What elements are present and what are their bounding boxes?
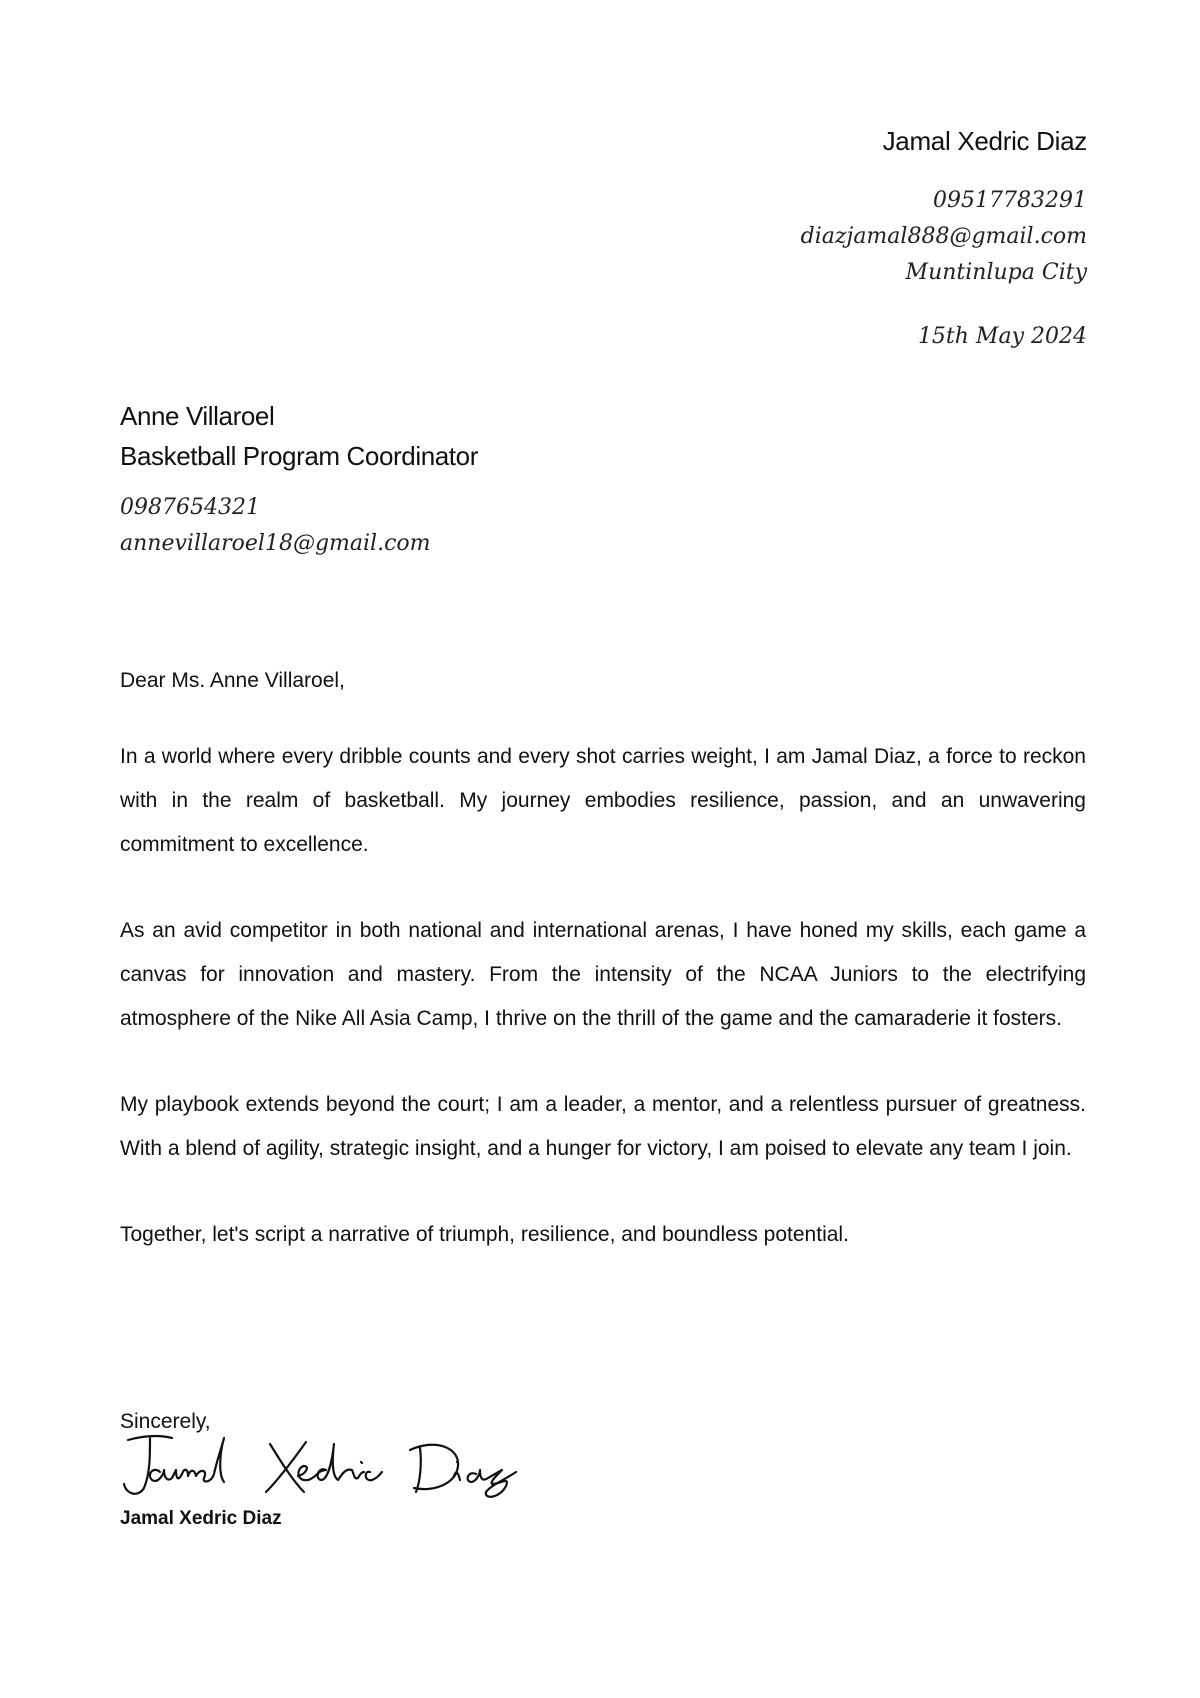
signed-name: Jamal Xedric Diaz: [120, 1508, 282, 1529]
paragraph-intro: In a world where every dribble counts and every shot carries weight, I am Jamal Diaz, a force to reckon with in the realm of basketball. My journey embodies resilience, passion, and an unwavering commitment to excellence.: [120, 745, 1086, 856]
sender-name: Jamal Xedric Diaz: [882, 126, 1087, 156]
sender-city: Muntinlupa City: [905, 260, 1087, 285]
salutation: Dear Ms. Anne Villaroel,: [120, 669, 345, 692]
sender-block: [801, 126, 1087, 355]
closing-block: [120, 1410, 560, 1530]
letter-date: 15th May 2024: [917, 324, 1087, 349]
recipient-email: annevillaroel18@gmail.com: [120, 531, 431, 556]
signature-image: [120, 1426, 560, 1504]
recipient-title: Basketball Program Coordinator: [120, 441, 478, 471]
paragraph-closing-line: Together, let's script a narrative of triumph, resilience, and boundless potential.: [120, 1223, 849, 1246]
recipient-block: [120, 396, 478, 562]
paragraph-experience: As an avid competitor in both national and international arenas, I have honed my skills, each game a canvas for innovation and mastery. From the intensity of the NCAA Juniors to the electrifying atmosphere of the Nike All Asia Camp, I thrive on the thrill of the game and the camaraderie it fosters.: [120, 919, 1086, 1030]
closing-word: Sincerely,: [120, 1410, 211, 1433]
letter-body: [120, 669, 1086, 1299]
recipient-phone: 0987654321: [120, 495, 260, 520]
recipient-contact: [120, 490, 478, 562]
paragraph-leadership: My playbook extends beyond the court; I am a leader, a mentor, and a relentless pursuer of greatness. With a blend of agility, strategic insight, and a hunger for victory, I am poised to elevate any team I join.: [120, 1093, 1086, 1160]
sender-email: diazjamal888@gmail.com: [800, 224, 1087, 249]
sender-phone: 09517783291: [933, 188, 1087, 213]
recipient-name: Anne Villaroel: [120, 401, 275, 431]
